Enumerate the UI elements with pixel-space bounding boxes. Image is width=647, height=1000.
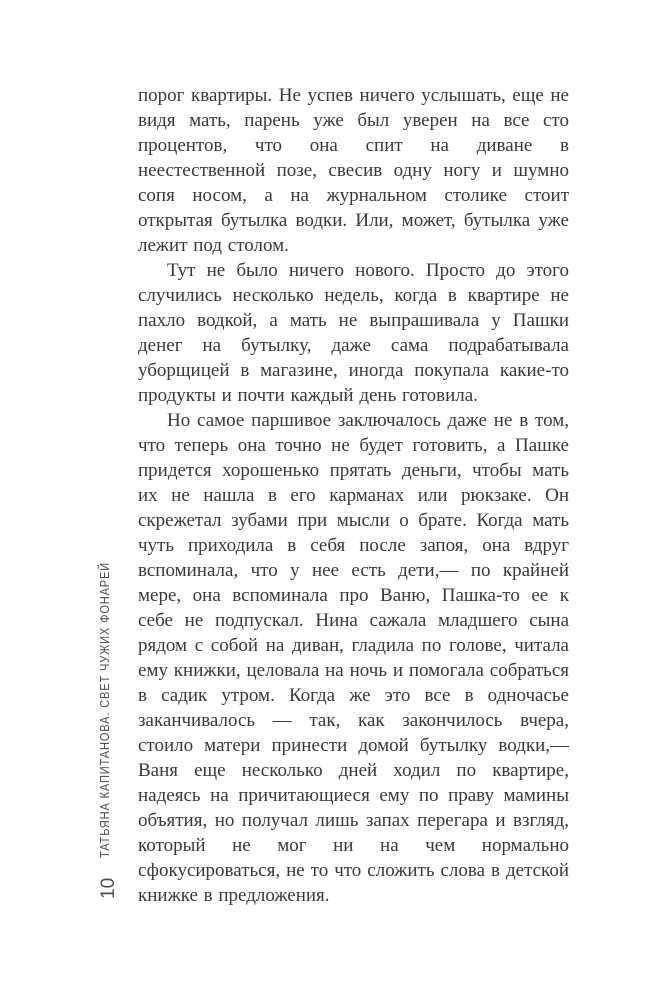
page-number: 10 (98, 877, 119, 899)
paragraph-2: Тут не было ничего нового. Просто до этого случились несколько недель, когда в квартире не пахло водкой, а мать не выпрашивала у Пашки денег на бутылку, даже сама подрабатывала уборщицей в магазине, иногда покупала какие-то продукты и почти каждый день готовила. (138, 260, 569, 406)
body-text (138, 83, 569, 908)
book-title-vertical: ТАТЬЯНА КАПИТАНОВА. СВЕТ ЧУЖИХ ФОНАРЕЙ (97, 561, 112, 858)
paragraph-3: Но самое паршивое заключалось даже не в том, что теперь она точно не будет готовить, а Пашке придется хорошенько прятать деньги, чтобы мать их не нашла в его карманах или рюкзаке. Он скрежетал зубами при мысли о брате. Когда мать чуть приходила в себя после запоя, она вдруг вспоминала, что у нее есть дети,— по крайней мере, она вспоминала про Ваню, Пашка-то ее к себе не подпускал. Нина сажала младшего сына рядом с собой на диван, гладила по голове, читала ему книжки, целовала на ночь и помогала собраться в садик утром. Когда же это все в одночасье заканчивалось — так, как закончилось вчера, стоило матери принести домой бутылку водки,— Ваня еще несколько дней ходил по квартире, надеясь на причитающиеся ему по праву мамины объятия, но получал лишь запах перегара и взгляд, который не мог ни на чем нормально сфокусироваться, не то что сложить слова в детской книжке в предложения. (138, 410, 569, 906)
paragraph-1: порог квартиры. Не успев ничего услышать, еще не видя мать, парень уже был уверен на все сто процентов, что она спит на диване в неестественной позе, свесив одну ногу и шумно сопя носом, а на журнальном столике стоит открытая бутылка водки. Или, может, бутылка уже лежит под столом. (138, 85, 569, 256)
